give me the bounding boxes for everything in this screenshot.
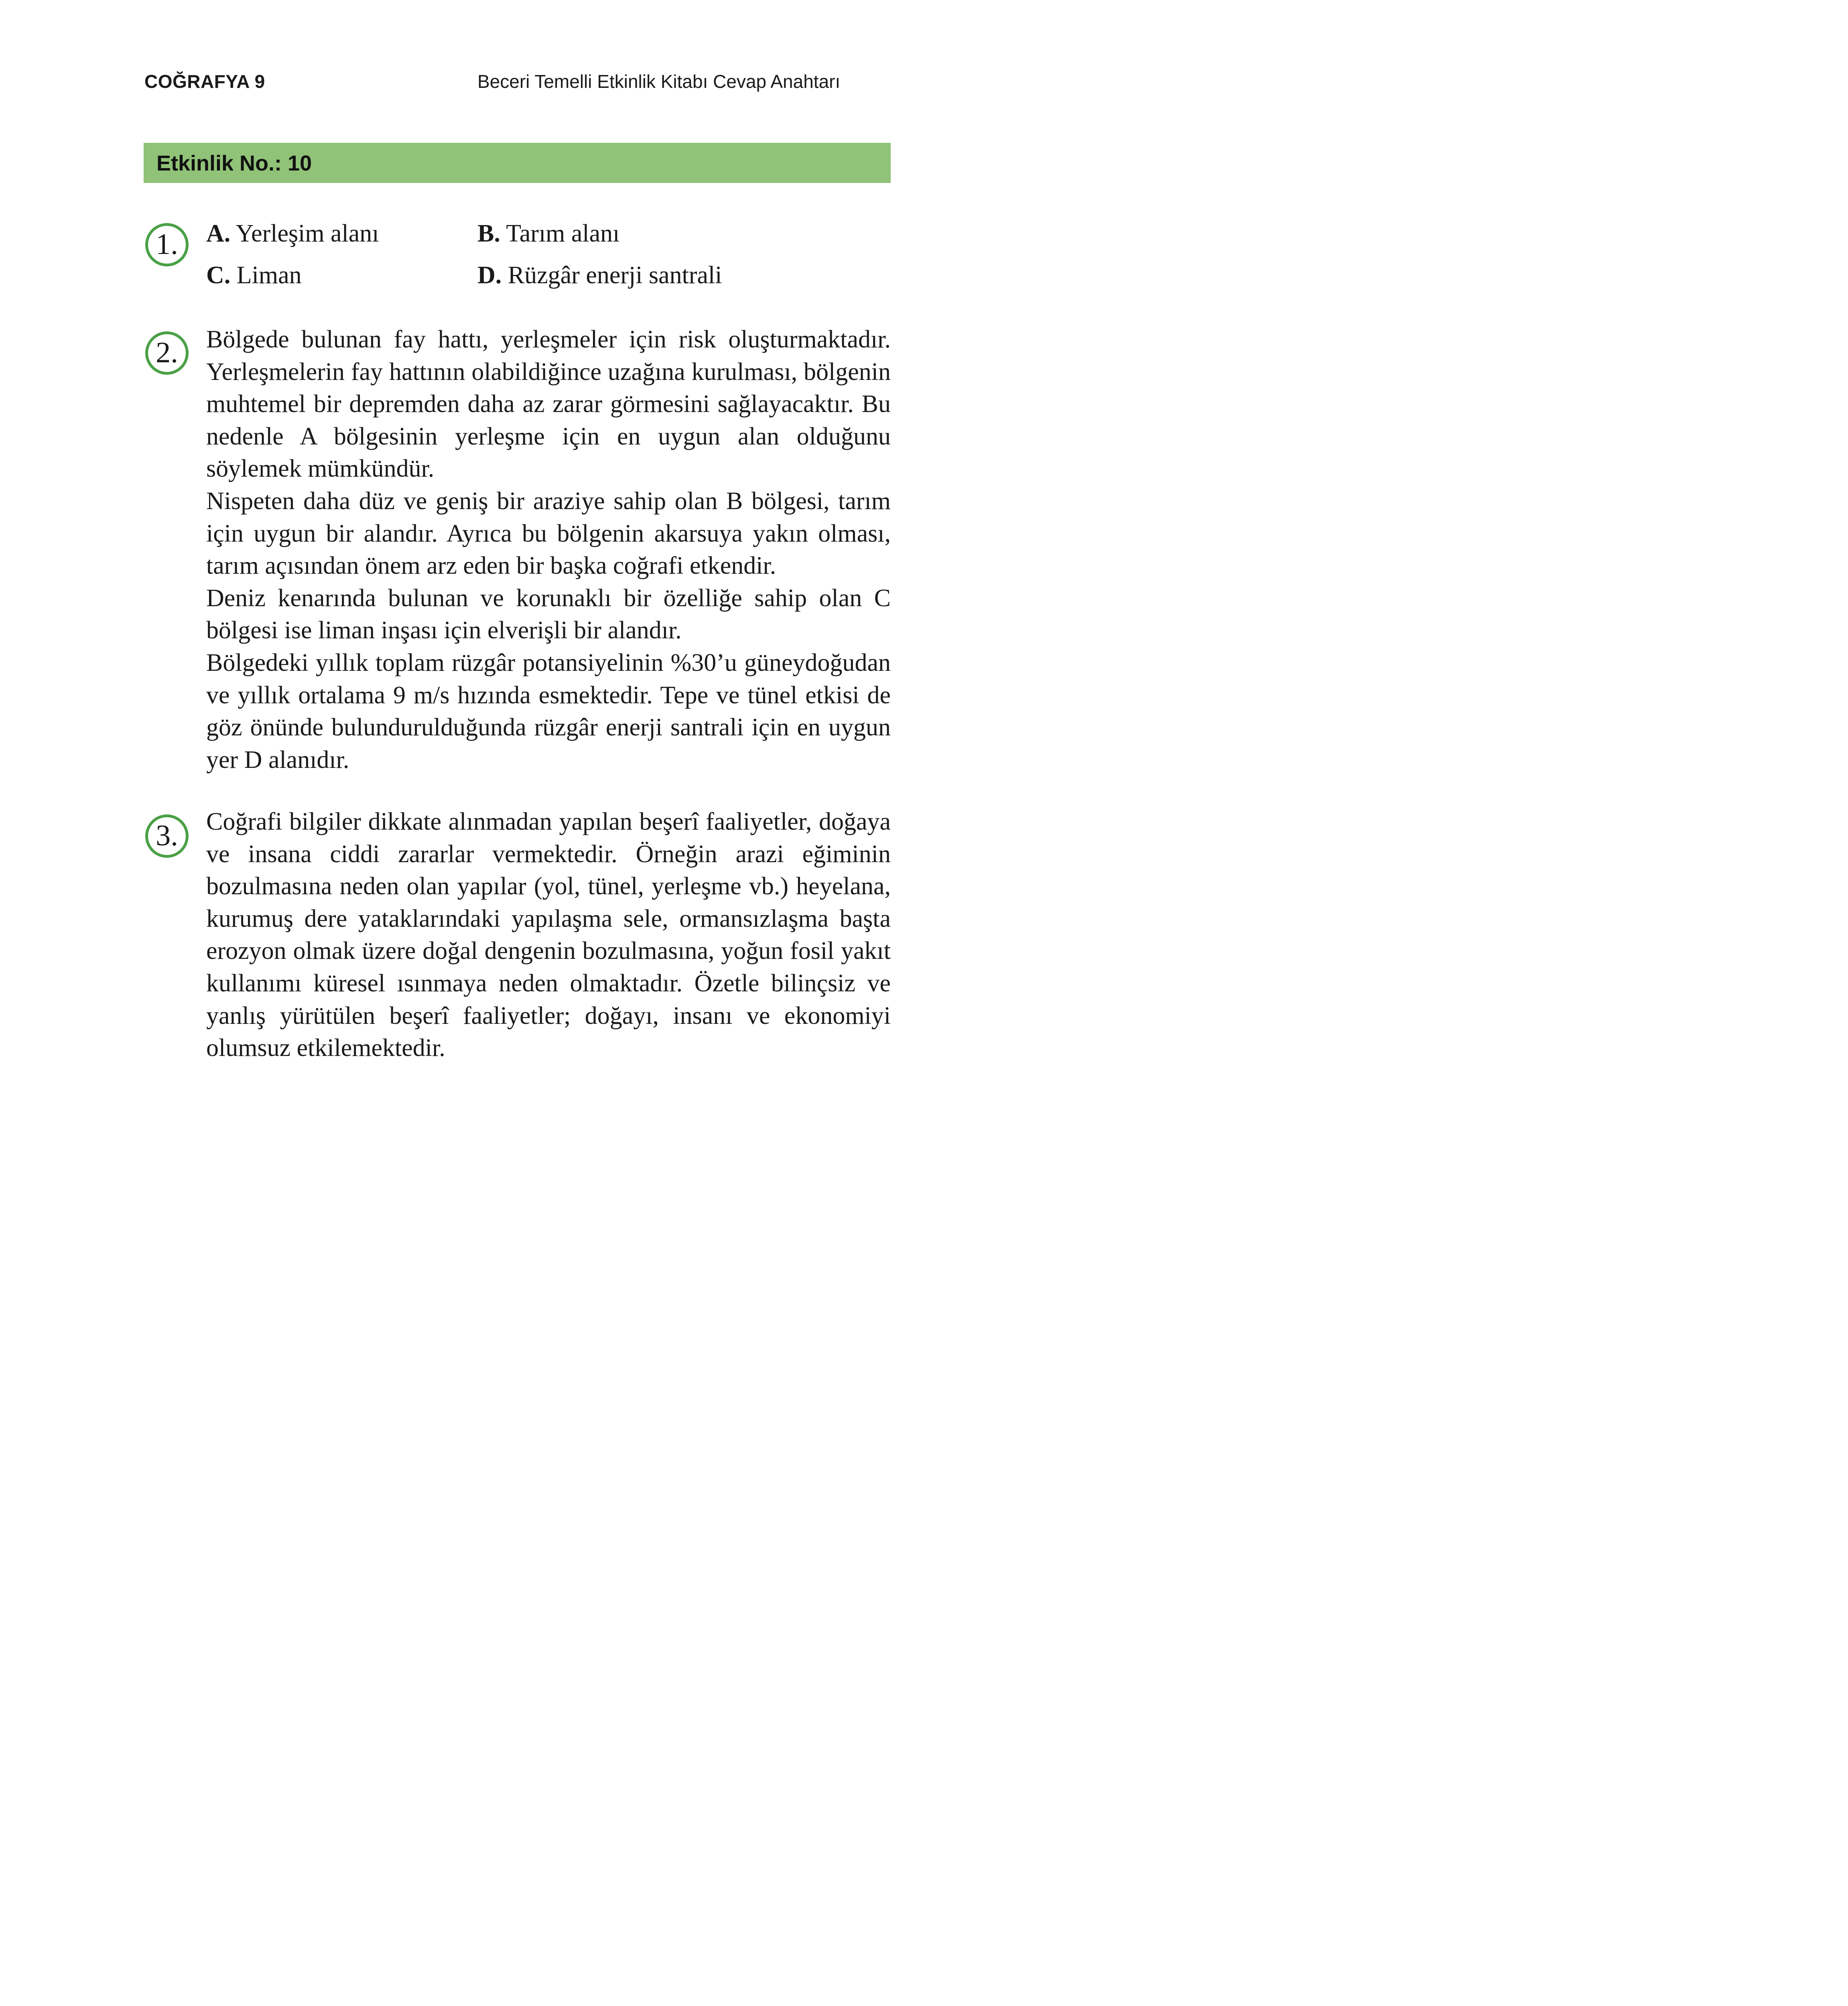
answer-a [206, 213, 379, 254]
answer-b [477, 213, 619, 254]
subject-header: COĞRAFYA 9 [144, 71, 265, 92]
paragraph: Bölgede bulunan fay hattı, yerleşmeler için risk oluşturmaktadır. Yerleşmelerin fay hattının olabildiğince uzağına kurulması, bölgenin muhtemel bir depremden daha az zarar görmesini sağlayacaktır. Bu nedenle A bölgesinin yerleşme için en uygun alan olduğunu söylemek mümkündür. [206, 326, 891, 483]
answer-text: Yerleşim alanı [236, 220, 379, 247]
question-2-answer-text [206, 323, 891, 776]
answer-letter: C. [206, 262, 231, 289]
answer-letter: A. [206, 220, 231, 247]
answer-letter: D. [477, 262, 502, 289]
question-3-answer-text [206, 806, 891, 1064]
paragraph: Deniz kenarında bulunan ve korunaklı bir özelliğe sahip olan C bölgesi ise liman inşası için elverişli bir alandır. [206, 584, 891, 644]
question-number-3-badge: 3. [145, 814, 189, 858]
answer-text: Liman [236, 262, 302, 289]
question-number-2-badge: 2. [145, 331, 189, 375]
answer-text: Rüzgâr enerji santrali [508, 262, 722, 289]
paragraph: Nispeten daha düz ve geniş bir araziye sahip olan B bölgesi, tarım için uygun bir alandır. Ayrıca bu bölgenin akarsuya yakın olması, tarım açısından önem arz eden bir başka coğrafi etkendir. [206, 487, 891, 580]
paragraph: Bölgedeki yıllık toplam rüzgâr potansiyelinin %30’u güneydoğudan ve yıllık ortalama 9 m/s hızında esmektedir. Tepe ve tünel etkisi de göz önünde bulundurulduğunda rüzgâr enerji santrali için en uygun yer D alanıdır. [206, 649, 891, 774]
answer-d [477, 254, 722, 296]
answer-text: Tarım alanı [506, 220, 620, 247]
activity-title: Etkinlik No.: 10 [156, 151, 312, 175]
answer-c [206, 254, 302, 296]
paragraph: Coğrafi bilgiler dikkate alınmadan yapılan beşerî faaliyetler, doğaya ve insana ciddi zararlar vermektedir. Örneğin arazi eğiminin bozulmasına neden olan yapılar (yol, tünel, yerleşme vb.) heyelana, kurumuş dere yataklarındaki yapılaşma sele, ormansızlaşma başta erozyon olmak üzere doğal dengenin bozulmasına, yoğun fosil yakıt kullanımı küresel ısınmaya neden olmaktadır. Özetle bilinçsiz ve yanlış yürütülen beşerî faaliyetler; doğayı, insanı ve ekonomiyi olumsuz etkilemektedir. [206, 808, 891, 1062]
book-title-header: Beceri Temelli Etkinlik Kitabı Cevap Anahtarı [477, 71, 841, 92]
answer-letter: B. [477, 220, 500, 247]
activity-title-bar [144, 143, 891, 183]
question-number-1-badge: 1. [145, 223, 189, 266]
